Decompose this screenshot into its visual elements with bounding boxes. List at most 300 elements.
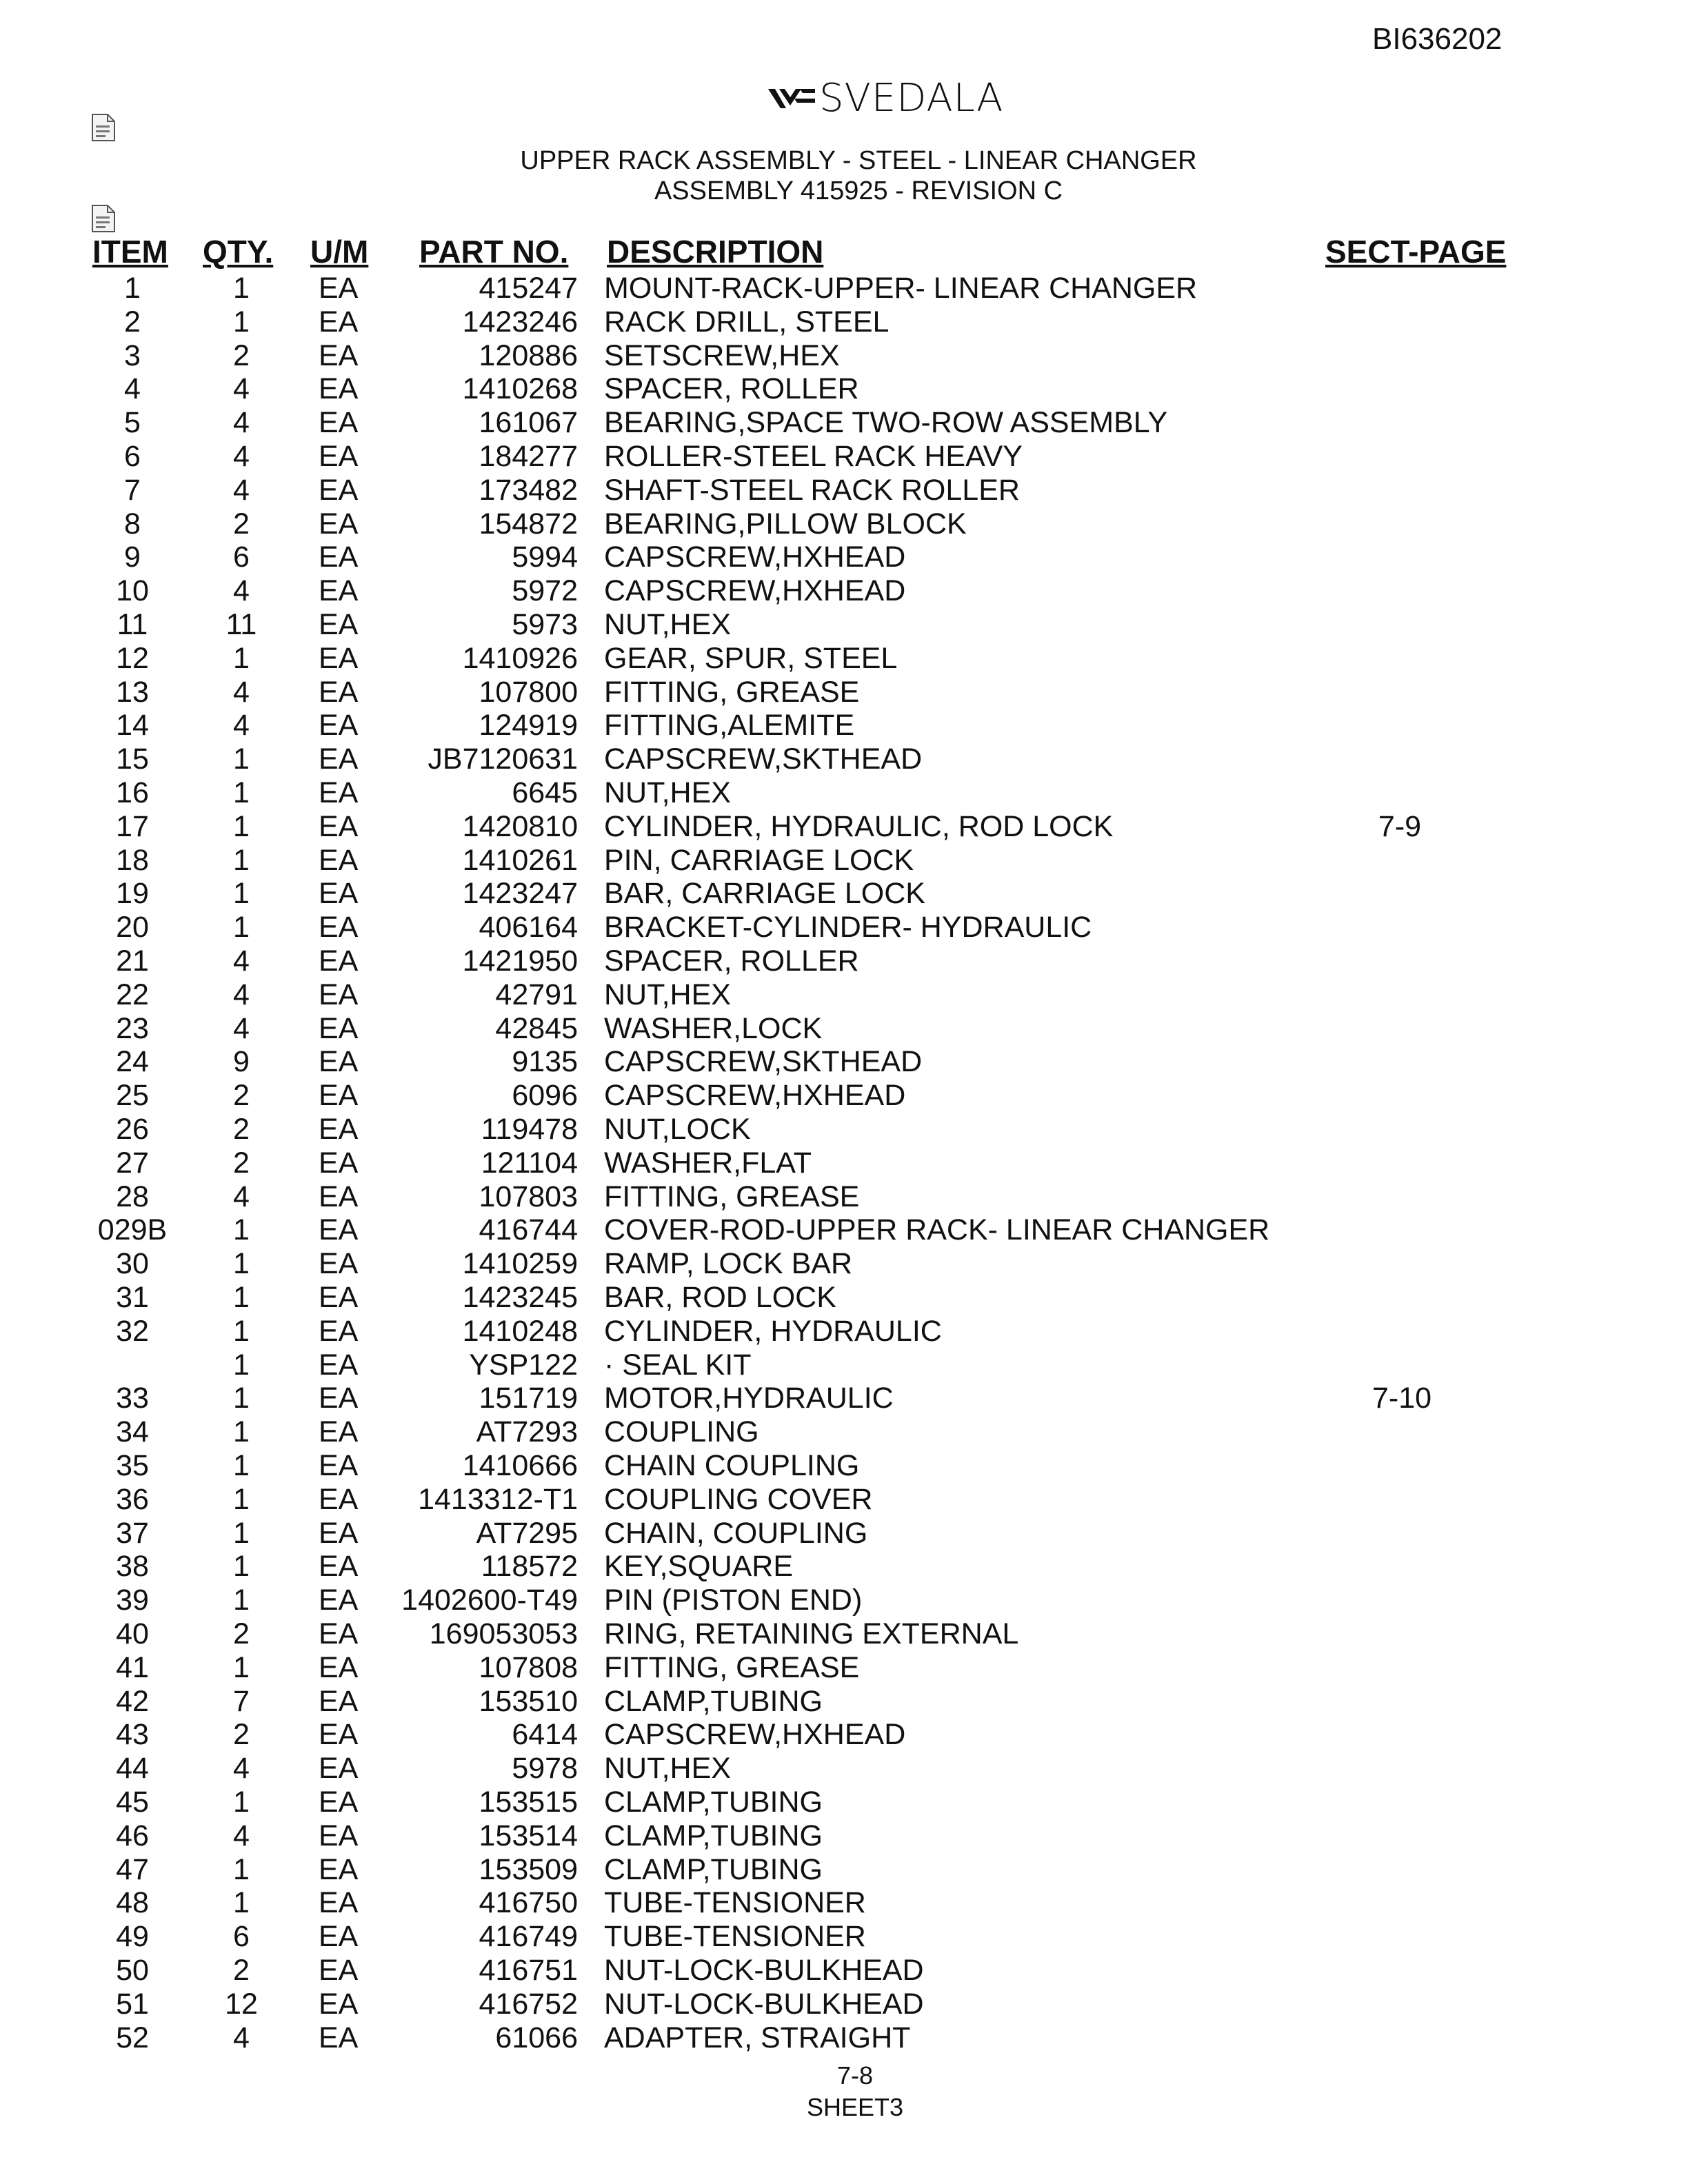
part-number: YSP122 [469,1348,578,1382]
unit-of-measure: EA [319,338,359,372]
item-number: 47 [116,1852,149,1886]
part-number: 5994 [512,540,578,574]
part-number: 9135 [512,1045,578,1079]
unit-of-measure: EA [319,272,359,305]
table-row [0,742,1688,776]
unit-of-measure: EA [319,1650,359,1684]
description: FITTING, GREASE [604,1180,860,1213]
unit-of-measure: EA [319,1954,359,1987]
page-number: 7-8 [836,2061,874,2090]
item-number: 51 [116,1987,149,2021]
quantity: 4 [233,406,250,440]
table-row [0,911,1688,944]
quantity: 1 [233,1382,250,1415]
table-row [0,440,1688,473]
sect-page: 7-9 [1378,809,1422,843]
item-number: 22 [116,978,149,1011]
description: RING, RETAINING EXTERNAL [604,1617,1019,1650]
part-number: 5973 [512,608,578,641]
unit-of-measure: EA [319,1920,359,1954]
item-number: 029B [97,1213,168,1247]
unit-of-measure: EA [319,641,359,675]
part-number: 121104 [481,1146,578,1180]
description: CAPSCREW,HXHEAD [604,574,906,608]
part-number: 154872 [479,507,578,540]
description: BRACKET-CYLINDER- HYDRAULIC [604,911,1092,944]
item-number: 24 [116,1045,149,1079]
item-number: 4 [124,372,141,406]
table-row [0,1920,1688,1953]
item-number: 42 [116,1684,149,1718]
part-number: 1410926 [462,641,578,675]
table-row [0,642,1688,675]
quantity: 11 [225,608,257,641]
table-row [0,474,1688,507]
description: CAPSCREW,SKTHEAD [604,742,923,776]
unit-of-measure: EA [319,1449,359,1482]
quantity: 4 [233,944,250,978]
part-number: 42791 [495,978,578,1011]
item-number: 20 [116,911,149,944]
item-number: 1 [124,272,141,305]
unit-of-measure: EA [319,675,359,709]
document-subtitle: ASSEMBLY 415925 - REVISION C [654,176,1063,205]
part-number: 119478 [481,1113,578,1146]
description: NUT,LOCK [604,1113,751,1146]
unit-of-measure: EA [319,1786,359,1819]
quantity: 1 [233,1449,250,1482]
quantity: 4 [233,709,250,742]
item-number: 39 [116,1584,149,1617]
table-row [0,1550,1688,1583]
description: CHAIN COUPLING [604,1449,860,1482]
table-row [0,944,1688,978]
description: · SEAL KIT [604,1348,752,1382]
quantity: 1 [233,1852,250,1886]
item-number: 46 [116,1819,149,1852]
unit-of-measure: EA [319,709,359,742]
item-number: 40 [116,1617,149,1650]
part-number: 107800 [479,675,578,709]
table-row [0,844,1688,877]
table-row [0,1415,1688,1448]
table-row [0,574,1688,607]
unit-of-measure: EA [319,608,359,641]
item-number: 34 [116,1415,149,1449]
table-row [0,1752,1688,1785]
unit-of-measure: EA [319,776,359,809]
part-number: 61066 [495,2021,578,2054]
quantity: 4 [233,1819,250,1852]
description: WASHER,LOCK [604,1011,823,1045]
unit-of-measure: EA [319,406,359,440]
part-number: 42845 [495,1011,578,1045]
unit-of-measure: EA [319,742,359,776]
table-row [0,1954,1688,1987]
quantity: 1 [233,877,250,911]
description: MOTOR,HYDRAULIC [604,1382,894,1415]
table-row [0,540,1688,574]
quantity: 1 [233,742,250,776]
table-row [0,776,1688,809]
description: ADAPTER, STRAIGHT [604,2021,911,2054]
description: NUT-LOCK-BULKHEAD [604,1954,924,1987]
table-row [0,1180,1688,1213]
quantity: 4 [233,473,250,507]
item-number: 27 [116,1146,149,1180]
item-number: 9 [124,540,141,574]
table-row [0,2021,1688,2054]
unit-of-measure: EA [319,1752,359,1786]
part-number: 1410259 [462,1247,578,1281]
item-number: 35 [116,1449,149,1482]
item-number: 21 [116,944,149,978]
header-description: DESCRIPTION [607,234,824,270]
item-number: 38 [116,1550,149,1584]
table-row [0,406,1688,439]
unit-of-measure: EA [319,1415,359,1449]
quantity: 2 [233,1954,250,1987]
table-row [0,877,1688,910]
table-row [0,305,1688,338]
part-number: 1410666 [462,1449,578,1482]
part-number: 1423245 [462,1281,578,1314]
quantity: 7 [233,1684,250,1718]
quantity: 1 [233,272,250,305]
item-number: 31 [116,1281,149,1314]
part-number: 124919 [479,709,578,742]
quantity: 1 [233,305,250,338]
description: CAPSCREW,SKTHEAD [604,1045,923,1079]
table-row [0,1315,1688,1348]
unit-of-measure: EA [319,1146,359,1180]
part-number: 5972 [512,574,578,608]
quantity: 4 [233,574,250,608]
part-number: 1402600-T49 [401,1584,578,1617]
description: BAR, CARRIAGE LOCK [604,877,925,911]
part-number: 1420810 [462,809,578,843]
item-number: 18 [116,843,149,877]
part-number: 6096 [512,1079,578,1113]
quantity: 1 [233,1786,250,1819]
document-id: BI636202 [1372,22,1503,56]
unit-of-measure: EA [319,1281,359,1314]
unit-of-measure: EA [319,1079,359,1113]
table-row [0,339,1688,372]
part-number: 406164 [479,911,578,944]
quantity: 1 [233,1516,250,1550]
quantity: 6 [233,1920,250,1954]
item-number: 43 [116,1718,149,1752]
item-number: 14 [116,709,149,742]
logo-mark-icon [767,82,816,115]
header-sect-page: SECT-PAGE [1325,234,1507,270]
description: SPACER, ROLLER [604,372,859,406]
table-row [0,676,1688,709]
unit-of-measure: EA [319,473,359,507]
item-number: 26 [116,1113,149,1146]
item-number: 32 [116,1314,149,1348]
unit-of-measure: EA [319,1213,359,1247]
table-row [0,1146,1688,1180]
table-row [0,978,1688,1011]
table-row [0,507,1688,540]
part-number: 1423246 [462,305,578,338]
part-number: 153514 [479,1819,578,1852]
description: FITTING, GREASE [604,1650,860,1684]
item-number: 52 [116,2021,149,2054]
part-number: 153509 [479,1852,578,1886]
quantity: 1 [233,1886,250,1920]
table-row [0,1786,1688,1819]
quantity: 1 [233,1247,250,1281]
unit-of-measure: EA [319,1516,359,1550]
quantity: 1 [233,1314,250,1348]
unit-of-measure: EA [319,372,359,406]
header-part-no: PART NO. [419,234,569,270]
item-number: 3 [124,338,141,372]
table-row [0,372,1688,405]
part-number: 416744 [479,1213,578,1247]
part-number: 184277 [479,440,578,473]
unit-of-measure: EA [319,843,359,877]
unit-of-measure: EA [319,944,359,978]
item-number: 28 [116,1180,149,1213]
part-number: 1423247 [462,877,578,911]
unit-of-measure: EA [319,1819,359,1852]
description: CYLINDER, HYDRAULIC [604,1314,942,1348]
header-qty: QTY. [203,234,274,270]
description: BAR, ROD LOCK [604,1281,836,1314]
item-number: 2 [124,305,141,338]
unit-of-measure: EA [319,1382,359,1415]
quantity: 1 [233,1584,250,1617]
item-number: 50 [116,1954,149,1987]
description: COUPLING COVER [604,1482,873,1516]
table-row [0,1213,1688,1246]
table-row [0,1449,1688,1482]
table-row [0,1247,1688,1280]
item-number: 10 [116,574,149,608]
item-number: 12 [116,641,149,675]
part-number: 107808 [479,1650,578,1684]
item-number: 48 [116,1886,149,1920]
part-number: 151719 [479,1382,578,1415]
unit-of-measure: EA [319,1550,359,1584]
table-row [0,272,1688,305]
unit-of-measure: EA [319,1045,359,1079]
quantity: 2 [233,1617,250,1650]
unit-of-measure: EA [319,1011,359,1045]
document-icon [91,113,116,142]
table-row [0,1651,1688,1684]
quantity: 1 [233,1650,250,1684]
item-number: 7 [124,473,141,507]
description: MOUNT-RACK-UPPER- LINEAR CHANGER [604,272,1198,305]
unit-of-measure: EA [319,574,359,608]
part-number: 153515 [479,1786,578,1819]
document-title: UPPER RACK ASSEMBLY - STEEL - LINEAR CHANGER [520,146,1197,175]
description: NUT,HEX [604,776,731,809]
quantity: 12 [225,1987,258,2021]
quantity: 1 [233,1550,250,1584]
part-number: 6414 [512,1718,578,1752]
description: GEAR, SPUR, STEEL [604,641,898,675]
table-row [0,1348,1688,1382]
description: CYLINDER, HYDRAULIC, ROD LOCK [604,809,1114,843]
item-number: 36 [116,1482,149,1516]
item-number: 8 [124,507,141,540]
unit-of-measure: EA [319,1348,359,1382]
unit-of-measure: EA [319,911,359,944]
quantity: 4 [233,1011,250,1045]
item-number: 37 [116,1516,149,1550]
description: CAPSCREW,HXHEAD [604,1718,906,1752]
description: CLAMP,TUBING [604,1819,823,1852]
part-number: AT7295 [476,1516,578,1550]
table-row [0,1483,1688,1516]
part-number: 118572 [481,1550,578,1584]
description: PIN (PISTON END) [604,1584,863,1617]
unit-of-measure: EA [319,1718,359,1752]
unit-of-measure: EA [319,1584,359,1617]
description: CLAMP,TUBING [604,1852,823,1886]
table-row [0,1517,1688,1550]
quantity: 1 [233,809,250,843]
svedala-logo [767,76,1003,121]
item-number: 49 [116,1920,149,1954]
description: SETSCREW,HEX [604,338,840,372]
description: CLAMP,TUBING [604,1684,823,1718]
item-number: 44 [116,1752,149,1786]
unit-of-measure: EA [319,1852,359,1886]
description: NUT,HEX [604,978,731,1011]
unit-of-measure: EA [319,1617,359,1650]
table-row [0,1584,1688,1617]
quantity: 1 [233,843,250,877]
unit-of-measure: EA [319,1684,359,1718]
item-number: 45 [116,1786,149,1819]
unit-of-measure: EA [319,1180,359,1213]
table-row [0,709,1688,742]
quantity: 1 [233,1281,250,1314]
quantity: 4 [233,440,250,473]
quantity: 1 [233,911,250,944]
quantity: 1 [233,1348,250,1382]
sect-page: 7-10 [1372,1382,1432,1415]
unit-of-measure: EA [319,1247,359,1281]
table-row [0,1853,1688,1886]
quantity: 2 [233,1113,250,1146]
quantity: 2 [233,338,250,372]
description: COUPLING [604,1415,759,1449]
quantity: 9 [233,1045,250,1079]
item-number: 23 [116,1011,149,1045]
table-row [0,1045,1688,1078]
quantity: 4 [233,2021,250,2054]
description: BEARING,SPACE TWO-ROW ASSEMBLY [604,406,1168,440]
unit-of-measure: EA [319,540,359,574]
unit-of-measure: EA [319,305,359,338]
unit-of-measure: EA [319,1314,359,1348]
unit-of-measure: EA [319,978,359,1011]
item-number: 15 [116,742,149,776]
description: WASHER,FLAT [604,1146,812,1180]
item-number: 13 [116,675,149,709]
table-row [0,1886,1688,1919]
description: CHAIN, COUPLING [604,1516,868,1550]
item-number: 11 [117,608,148,641]
part-number: 169053053 [429,1617,578,1650]
item-number: 41 [116,1650,149,1684]
description: SHAFT-STEEL RACK ROLLER [604,473,1020,507]
table-row [0,1617,1688,1650]
description: SPACER, ROLLER [604,944,859,978]
description: NUT,HEX [604,1752,731,1786]
description: CAPSCREW,HXHEAD [604,1079,906,1113]
description: FITTING,ALEMITE [604,709,855,742]
unit-of-measure: EA [319,1482,359,1516]
quantity: 2 [233,1146,250,1180]
quantity: 4 [233,675,250,709]
part-number: 1413312-T1 [418,1482,578,1516]
sheet-label: SHEET3 [806,2093,904,2121]
description: ROLLER-STEEL RACK HEAVY [604,440,1023,473]
part-number: JB7120631 [428,742,578,776]
part-number: AT7293 [476,1415,578,1449]
description: NUT,HEX [604,608,731,641]
part-number: 1410261 [462,843,578,877]
description: CAPSCREW,HXHEAD [604,540,906,574]
item-number: 30 [116,1247,149,1281]
description: PIN, CARRIAGE LOCK [604,843,914,877]
part-number: 161067 [479,406,578,440]
unit-of-measure: EA [319,1886,359,1920]
part-number: 416751 [479,1954,578,1987]
unit-of-measure: EA [319,2021,359,2054]
description: BEARING,PILLOW BLOCK [604,507,967,540]
description: RACK DRILL, STEEL [604,305,890,338]
table-row [0,608,1688,641]
description: TUBE-TENSIONER [604,1886,866,1920]
description: NUT-LOCK-BULKHEAD [604,1987,924,2021]
table-row [0,1113,1688,1146]
unit-of-measure: EA [319,1987,359,2021]
quantity: 2 [233,507,250,540]
description: FITTING, GREASE [604,675,860,709]
part-number: 153510 [479,1684,578,1718]
table-row [0,1079,1688,1112]
item-number: 25 [116,1079,149,1113]
part-number: 5978 [512,1752,578,1786]
item-number: 17 [116,809,149,843]
quantity: 6 [233,540,250,574]
part-number: 1410268 [462,372,578,406]
description: TUBE-TENSIONER [604,1920,866,1954]
part-number: 416750 [479,1886,578,1920]
item-number: 19 [116,877,149,911]
part-number: 415247 [479,272,578,305]
table-row [0,1685,1688,1718]
part-number: 416749 [479,1920,578,1954]
table-row [0,1382,1688,1415]
part-number: 173482 [479,473,578,507]
table-row [0,1819,1688,1852]
table-row [0,1012,1688,1045]
header-um: U/M [310,234,369,270]
quantity: 1 [233,1213,250,1247]
unit-of-measure: EA [319,507,359,540]
